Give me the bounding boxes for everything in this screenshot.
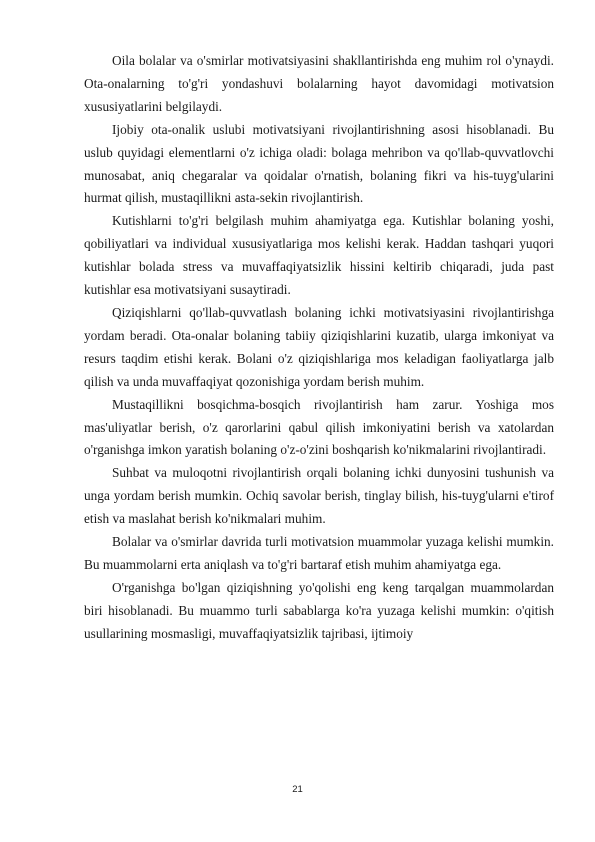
paragraph-2: Ijobiy ota-onalik uslubi motivatsiyani rivojlantirishning asosi hisoblanadi. Bu uslub quyidagi elementlarni o'z ichiga oladi: bolaga mehribon va qo'llab-quvvatlovchi munosabat, aniq chegaralar va qoidalar o'rnatish, bolaning fikri va his-tuyg'ularini hurmat qilish, mustaqillikni asta-sekin rivojlantirish. [84, 121, 554, 206]
paragraph-5: Mustaqillikni bosqichma-bosqich rivojlantirish ham zarur. Yoshiga mos mas'uliyatlar berish, o'z qarorlarini qabul qilish imkoniyatini berish va xatolardan o'rganishga imkon yaratish bolaning o'z-o'zini boshqarish ko'nikmalarini rivojlantiradi. [84, 396, 554, 458]
paragraph-8: O'rganishga bo'lgan qiziqishning yo'qolishi eng keng tarqalgan muammolardan biri hisoblanadi. Bu muammo turli sabablarga ko'ra yuzaga kelishi mumkin: o'qitish usullarining mosmasligi, muvaffaqiyatsizlik tajribasi, ijtimoiy [84, 579, 554, 641]
page-number: 21 [292, 784, 303, 795]
paragraph-6: Suhbat va muloqotni rivojlantirish orqali bolaning ichki dunyosini tushunish va unga yordam berish mumkin. Ochiq savolar berish, tinglay bilish, his-tuyg'ularni e'tirof etish va maslahat berish ko'nikmalari muhim. [84, 465, 554, 527]
paragraph-4: Qiziqishlarni qo'llab-quvvatlash bolaning ichki motivatsiyasini rivojlantirishga yordam beradi. Ota-onalar bolaning tabiiy qiziqishlarini kuzatib, ularga imkoniyat va resurs taqdim etishi kerak. Bolani o'z qiziqishlariga mos keladigan faoliyatlarga jalb qilish va unda muvaffaqiyat qozonishiga yordam berish muhim. [84, 304, 554, 389]
paragraph-3: Kutishlarni to'g'ri belgilash muhim ahamiyatga ega. Kutishlar bolaning yoshi, qobiliyatlari va individual xususiyatlariga mos kelishi kerak. Haddan tashqari yuqori kutishlar bolada stress va muvaffaqiyatsizlik hissini keltirib chiqaradi, juda past kutishlar esa motivatsiyani susaytiradi. [84, 213, 554, 298]
paragraph-7: Bolalar va o'smirlar davrida turli motivatsion muammolar yuzaga kelishi mumkin. Bu muammolarni erta aniqlash va to'g'ri bartaraf etish muhim ahamiyatga ega. [84, 534, 554, 572]
paragraph-1: Oila bolalar va o'smirlar motivatsiyasini shakllantirishda eng muhim rol o'ynaydi. Ota-onalarning to'g'ri yondashuvi bolalarning hayot davomidagi motivatsion xususiyatlarini belgilaydi. [84, 53, 554, 114]
body-text [84, 50, 554, 646]
